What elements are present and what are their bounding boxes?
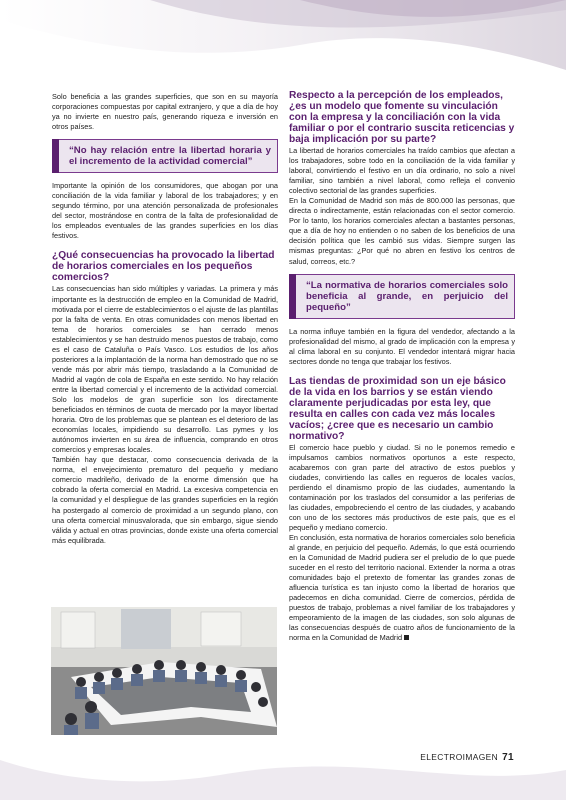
end-mark-icon: [404, 635, 409, 640]
paragraph-town-commerce: El comercio hace pueblo y ciudad. Si no le ponemos remedio e impulsamos cambios normativos oportunos a este respecto, acabaremos con gran parte del atractivo de estos pueblos y ciudades, convirtiendo las calles en regueros de locales vacíos, perdiendo el dinamismo propio de las ciudades, aumentando la contaminación por los traslados del consumidor a las periferias de las ciudades, empobreciendo el centro de las ciudades, y acabando con uno de los sectores más productivos de este país, que es el pequeño y mediano comercio.: [289, 442, 515, 533]
question-heading-employees: Respecto a la percepción de los empleados, ¿es un modelo que fomente su vinculación con la empresa y la conciliación con la vida familiar o por el contrario suscita reticencias y baja implicación por su parte?: [289, 90, 515, 145]
magazine-name: ELECTROIMAGEN: [420, 752, 499, 762]
paragraph-consequences: Las consecuencias han sido múltiples y variadas. La primera y más importante es la destrucción de empleo en la Comunidad de Madrid, motivada por el cierre de establecimientos o el ajuste de las plantillas por la falta de venta. En otras comunidades con menos libertad en tema de horarios comerciales se han cerrado menos establecimientos y se han destruido menos puestos de trabajo, como es el caso de Cataluña o País Vasco. Los estudios de los años posteriores a la implantación de la norma han demostrado que no se vende más por abrir más tiempo, trasladando a la Comunidad de Madrid al vagón de cola de España en este sentido. No hay relación entre la libertad comercial y el incremento de la actividad comercial. Solo los modelos de gran superficie son los directamente beneficiados en términos de cuota de mercado por la mayor libertad horaria. Otro de los problemas que se plantean es el deterioro de las economías locales, impidiendo su desarrollo. Las pymes y los autónomos invierten en su área de influencia, comprando en otros comercios y empresas locales.: [52, 284, 278, 455]
paragraph-madrid-people: En la Comunidad de Madrid son más de 800.000 las personas, que directa o indirectamente, están relacionadas con el sector comercio. Por lo tanto, los horarios comerciales afectan a bastantes personas, que a día de hoy no entienden o no saben de los beneficios de una decisión política que les cambió sus vidas. Siempre surgen las mismas preguntas: ¿Por qué no abren en festivo los centros de salud, correos, etc.?: [289, 196, 515, 266]
conclusion-paragraph: [289, 533, 515, 644]
page-footer: [420, 752, 514, 763]
paragraph-consumers: Importante la opinión de los consumidores, que abogan por una conciliación de la vida familiar y laboral de los trabajadores; y en segundo término, por una atención personalizada de profesionales del sector, mostrándose en contra de la falta de profesionalidad de los empleados eventuales de las grandes superficies en los días festivos.: [52, 181, 278, 241]
conclusion-text: En conclusión, esta normativa de horarios comerciales solo beneficia al grande, en perjuicio del pequeño. Además, lo que está ocurriendo en la Comunidad de Madrid pudiera ser el preludio de lo que puede suceder en el resto del territorio nacional. Extender la norma a otras comunidades bajo el pretexto de fomentar las grandes zonas de afluencia turística es tan injusto como la libertad de horarios que padecemos en dicha comunidad. Cierre de comercios, pérdida de puestos de trabajo, problemas a nivel familiar de los trabajadores y empeoramiento de la imagen de las ciudades, son solo algunas de las consecuencias después de cuatro años de funcionamiento de la norma en la Comunidad de Madrid: [289, 533, 515, 643]
left-column: [52, 92, 278, 546]
page-number: 71: [502, 752, 514, 763]
question-heading-proximity-shops: Las tiendas de proximidad son un eje básico de la vida en los barrios y se están viendo claramente perjudicadas por esta ley, que resulta en calles con cada vez más locales vacíos; ¿cree que es necesario un cambio normativo?: [289, 375, 506, 442]
conclusion-block: [289, 533, 515, 644]
pull-quote-2: “La normativa de horarios comerciales solo beneficia al grande, en perjuicio del pequeño”: [289, 274, 515, 319]
meeting-room-photo: [51, 607, 277, 735]
paragraph-salesperson: La norma influye también en la figura del vendedor, afectando a la profesionalidad del mismo, al grado de implicación con la empresa y al clima laboral en su conjunto. El vendedor intentará migrar hacia sectores donde no tenga que trabajar los festivos.: [289, 326, 515, 366]
pull-quote-1: “No hay relación entre la libertad horaria y el incremento de la actividad comercial”: [52, 139, 278, 173]
right-column: [289, 92, 515, 533]
question-heading-consequences: ¿Qué consecuencias ha provocado la libertad de horarios comerciales en los pequeños comercios?: [52, 250, 275, 284]
paragraph-aging-commerce: También hay que destacar, como consecuencia derivada de la norma, el envejecimiento prematuro del pequeño y mediano comercio madrileño, derivado de la enorme dimensión que ha cobrado la oferta comercial en Madrid. La excesiva competencia en la comunidad y el despliegue de las grandes superficies en la región ha postergado al comercio de proximidad a un segundo plano, con una oferta comercial minusvalorada, que sin embargo, sigue siendo válida y actual en otras provincias, donde existe una oferta comercial más equilibrada.: [52, 455, 278, 545]
paragraph-workers: La libertad de horarios comerciales ha traído cambios que afectan a los trabajadores, sobre todo en la conciliación de la vida familiar y laboral, convirtiendo el festivo en un día ordinario, no solo a nivel familiar, sino también a nivel laboral, como refleja el convenio colectivo sectorial de las grandes superficies.: [289, 146, 515, 196]
intro-paragraph: Solo beneficia a las grandes superficies, que son en su mayoría corporaciones compuestas por capital extranjero, y que a día de hoy ya no invierte en nuestro país, generando riqueza e inversión en otros países.: [52, 92, 278, 132]
